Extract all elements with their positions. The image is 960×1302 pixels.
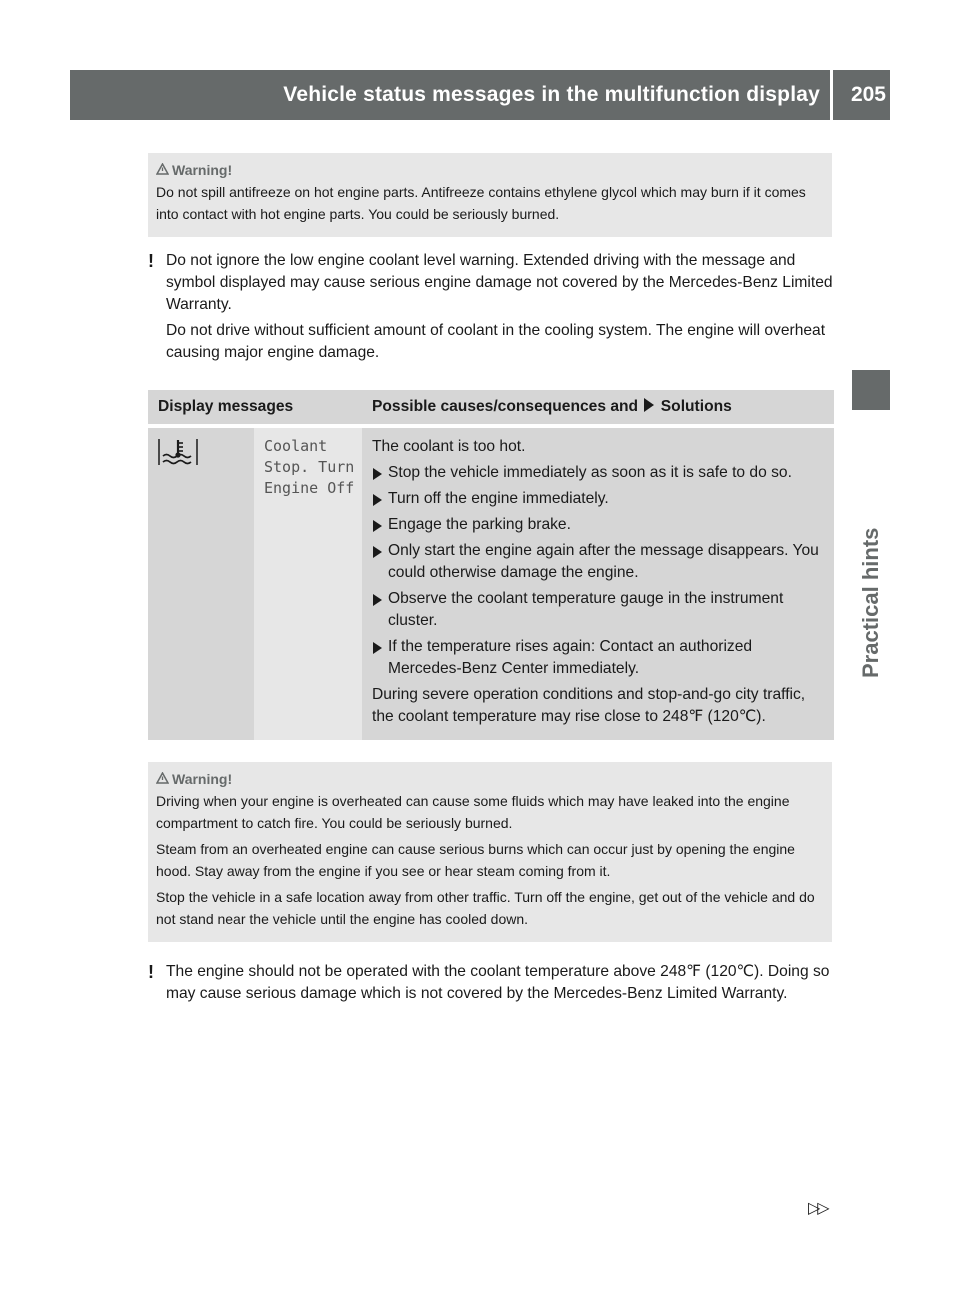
icon-cell bbox=[148, 428, 254, 740]
step-text: Engage the parking brake. bbox=[388, 516, 571, 533]
display-messages-table bbox=[148, 386, 834, 744]
warning-heading bbox=[156, 159, 826, 181]
message-line: Stop. Turn bbox=[264, 458, 355, 476]
step-text: Turn off the engine immediately. bbox=[388, 490, 609, 507]
solution-step bbox=[372, 636, 828, 680]
caution-mark: ! bbox=[148, 251, 154, 271]
note-coolant-temperature bbox=[148, 961, 838, 1009]
warning-text: Driving when your engine is overheated can cause some fluids which may have leaked into the engine compartment to catch fire. You could be seriously burned. bbox=[156, 793, 790, 831]
table-header-row bbox=[148, 390, 834, 424]
step-arrow-icon bbox=[373, 520, 382, 532]
continued-next-page-icon: ▷▷ bbox=[808, 1200, 827, 1217]
step-text: Stop the vehicle immediately as soon as it is safe to do so. bbox=[388, 464, 792, 481]
warning-heading bbox=[156, 768, 826, 790]
solution-step bbox=[372, 588, 828, 632]
page-header bbox=[70, 70, 890, 120]
step-arrow-icon bbox=[373, 546, 382, 558]
note-paragraph: The engine should not be operated with the coolant temperature above 248℉ (120℃). Doing so may cause serious damage which is not covered by the Mercedes-Benz Limited Warranty. bbox=[166, 963, 830, 1002]
step-arrow-icon bbox=[373, 468, 382, 480]
cause-text: The coolant is too hot. bbox=[372, 438, 526, 455]
page-number: 205 bbox=[850, 83, 886, 106]
page-title: Vehicle status messages in the multifunction display bbox=[283, 83, 820, 106]
col-header-text: Possible causes/consequences and bbox=[372, 398, 639, 415]
coolant-temperature-icon bbox=[158, 438, 198, 466]
step-text: Observe the coolant temperature gauge in the instrument cluster. bbox=[388, 590, 784, 629]
warning-triangle-icon bbox=[156, 772, 169, 784]
col-header-text: Solutions bbox=[660, 398, 732, 415]
solution-step bbox=[372, 488, 828, 510]
col-header-solutions bbox=[362, 390, 834, 424]
warning-label: Warning! bbox=[172, 162, 233, 178]
note-coolant-level bbox=[148, 250, 838, 368]
step-text: If the temperature rises again: Contact an authorized Mercedes-Benz Center immediately. bbox=[388, 638, 753, 677]
warning-label: Warning! bbox=[172, 771, 233, 787]
solution-step bbox=[372, 540, 828, 584]
solution-cell bbox=[362, 428, 834, 740]
message-cell bbox=[254, 428, 362, 740]
solution-step bbox=[372, 514, 828, 536]
note-paragraph: Do not drive without sufficient amount of coolant in the cooling system. The engine will overheat causing major engine damage. bbox=[166, 322, 826, 361]
section-tab-marker bbox=[852, 370, 890, 410]
arrow-right-icon bbox=[644, 398, 654, 412]
caution-mark: ! bbox=[148, 962, 154, 982]
step-arrow-icon bbox=[373, 594, 382, 606]
solution-step bbox=[372, 462, 828, 484]
warning-triangle-icon bbox=[156, 163, 169, 175]
step-arrow-icon bbox=[373, 642, 382, 654]
note-paragraph: Do not ignore the low engine coolant level warning. Extended driving with the message and symbol displayed may cause serious engine damage not covered by the Mercedes-Benz Limited Warranty. bbox=[166, 252, 833, 313]
col-header-display-messages: Display messages bbox=[148, 390, 362, 424]
message-line: Coolant bbox=[264, 437, 328, 455]
warning-box-overheated bbox=[148, 762, 832, 942]
warning-text: Stop the vehicle in a safe location away from other traffic. Turn off the engine, get out of the vehicle and do not stand near the vehicle until the engine has cooled down. bbox=[156, 889, 815, 927]
warning-text: Steam from an overheated engine can cause serious burns which can occur just by opening the engine hood. Stay away from the engine if you see or hear steam coming from it. bbox=[156, 841, 795, 879]
step-arrow-icon bbox=[373, 494, 382, 506]
section-side-label: Practical hints bbox=[858, 527, 883, 678]
warning-box-antifreeze bbox=[148, 153, 832, 237]
condition-note: During severe operation conditions and stop-and-go city traffic, the coolant temperature may rise close to 248℉ (120℃). bbox=[372, 686, 806, 725]
message-line: Engine Off bbox=[264, 479, 355, 497]
step-text: Only start the engine again after the message disappears. You could otherwise damage the engine. bbox=[388, 542, 819, 581]
table-row bbox=[148, 428, 834, 740]
header-divider bbox=[830, 70, 833, 120]
warning-text: Do not spill antifreeze on hot engine parts. Antifreeze contains ethylene glycol which may burn if it comes into contact with hot engine parts. You could be seriously burned. bbox=[156, 184, 806, 222]
